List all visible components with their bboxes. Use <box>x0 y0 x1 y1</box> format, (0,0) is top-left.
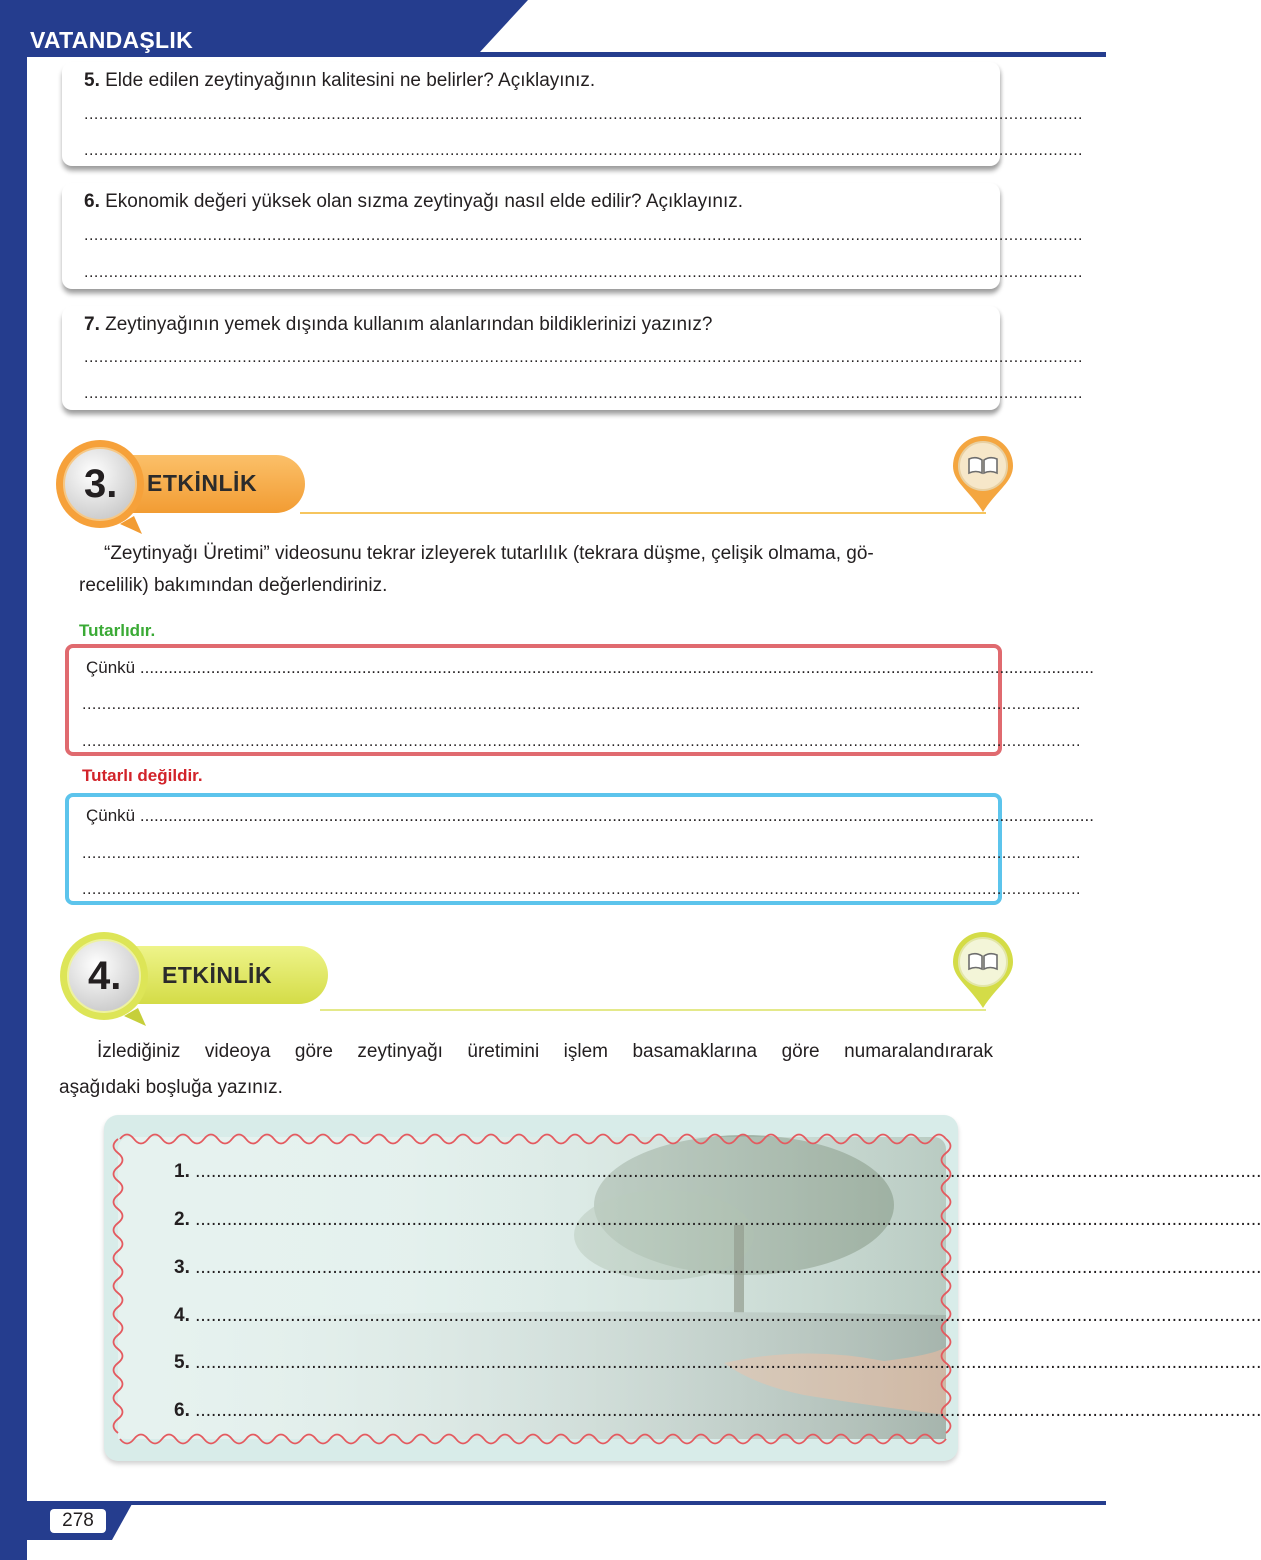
inconsistent-because-line[interactable] <box>86 806 1094 826</box>
question-5-text <box>84 70 595 92</box>
answer-line[interactable]: .......................................................................................................................................................................................................... <box>82 845 1081 862</box>
step-line-6[interactable] <box>174 1400 1261 1422</box>
step-number: 4. <box>174 1305 190 1326</box>
step-number: 5. <box>174 1352 190 1373</box>
activity-3-underline <box>300 512 986 514</box>
because-word: Çünkü <box>86 806 136 825</box>
activity-4-paragraph-line-1 <box>97 1034 993 1070</box>
answer-line[interactable]: .......................................................................................................................................................................................................... <box>84 385 1083 402</box>
step-number: 6. <box>174 1400 190 1421</box>
activity-4-paragraph-line-2: aşağıdaki boşluğa yazınız. <box>59 1077 283 1098</box>
answer-line[interactable]: .......................................................................................................................................................................................................... <box>84 142 1083 159</box>
step-number: 2. <box>174 1209 190 1230</box>
question-6-number: 6. <box>84 191 100 212</box>
step-line-1[interactable] <box>174 1161 1261 1183</box>
answer-dots: .......................................................................................................................................................................................................... <box>139 806 1094 825</box>
footer-line <box>0 1501 1106 1505</box>
activity-4-underline <box>320 1009 986 1011</box>
page-number: 278 <box>50 1509 106 1533</box>
question-card-7 <box>62 306 1083 410</box>
activity-4-paragraph-text: İzlediğiniz videoya göre zeytinyağı üretimini işlem basamaklarına göre numaralandırarak <box>97 1041 993 1062</box>
because-word: Çünkü <box>86 658 136 677</box>
answer-dots: .......................................................................................................................................................................................................... <box>195 1209 1261 1230</box>
step-line-5[interactable] <box>174 1352 1261 1374</box>
book-icon <box>947 436 1019 514</box>
consistent-because-line[interactable] <box>86 658 1094 678</box>
answer-line[interactable]: .......................................................................................................................................................................................................... <box>84 227 1083 244</box>
question-5-number: 5. <box>84 70 100 91</box>
answer-line[interactable]: .......................................................................................................................................................................................................... <box>84 106 1083 123</box>
consistent-label: Tutarlıdır. <box>79 621 156 640</box>
answer-dots: .......................................................................................................................................................................................................... <box>195 1305 1261 1326</box>
activity-4-label: ETKİNLİK <box>162 962 273 988</box>
answer-line[interactable]: .......................................................................................................................................................................................................... <box>82 696 1081 713</box>
answer-dots: .......................................................................................................................................................................................................... <box>195 1400 1261 1421</box>
question-7-text <box>84 314 712 336</box>
answer-line[interactable]: .......................................................................................................................................................................................................... <box>84 264 1083 281</box>
answer-line[interactable]: .......................................................................................................................................................................................................... <box>82 881 1081 898</box>
question-7-number: 7. <box>84 314 100 335</box>
answer-dots: .......................................................................................................................................................................................................... <box>195 1352 1261 1373</box>
answer-dots: .......................................................................................................................................................................................................... <box>195 1257 1261 1278</box>
header-title: VATANDAŞLIK <box>30 27 194 53</box>
question-card-6 <box>62 183 1083 289</box>
answer-dots: .......................................................................................................................................................................................................... <box>139 658 1094 677</box>
question-6-text <box>84 191 743 213</box>
step-number: 1. <box>174 1161 190 1182</box>
answer-line[interactable]: .......................................................................................................................................................................................................... <box>82 733 1081 750</box>
step-line-2[interactable] <box>174 1209 1261 1231</box>
left-sidebar-bar <box>0 0 27 1560</box>
activity-3-label: ETKİNLİK <box>147 470 258 496</box>
activity-4-number: 4. <box>88 954 122 998</box>
activity-3-paragraph-line-2: recelilik) bakımından değerlendiriniz. <box>79 575 388 596</box>
activity-3-number: 3. <box>84 462 118 506</box>
activity-3-paragraph-line-1: “Zeytinyağı Üretimi” videosunu tekrar izleyerek tutarlılık (tekrara düşme, çelişik olmama, gö- <box>104 543 874 564</box>
answer-line[interactable]: .......................................................................................................................................................................................................... <box>84 349 1083 366</box>
question-5-prompt: Elde edilen zeytinyağının kalitesini ne belirler? Açıklayınız. <box>99 70 596 91</box>
step-line-3[interactable] <box>174 1257 1261 1279</box>
inconsistent-label: Tutarlı değildir. <box>82 766 203 785</box>
question-7-prompt: Zeytinyağının yemek dışında kullanım alanlarından bildiklerinizi yazınız? <box>99 314 713 335</box>
book-icon <box>947 932 1019 1010</box>
question-card-5 <box>62 62 1083 166</box>
step-number: 3. <box>174 1257 190 1278</box>
step-line-4[interactable] <box>174 1305 1261 1327</box>
question-6-prompt: Ekonomik değeri yüksek olan sızma zeytinyağı nasıl elde edilir? Açıklayınız. <box>99 191 744 212</box>
answer-dots: .......................................................................................................................................................................................................... <box>195 1161 1261 1182</box>
